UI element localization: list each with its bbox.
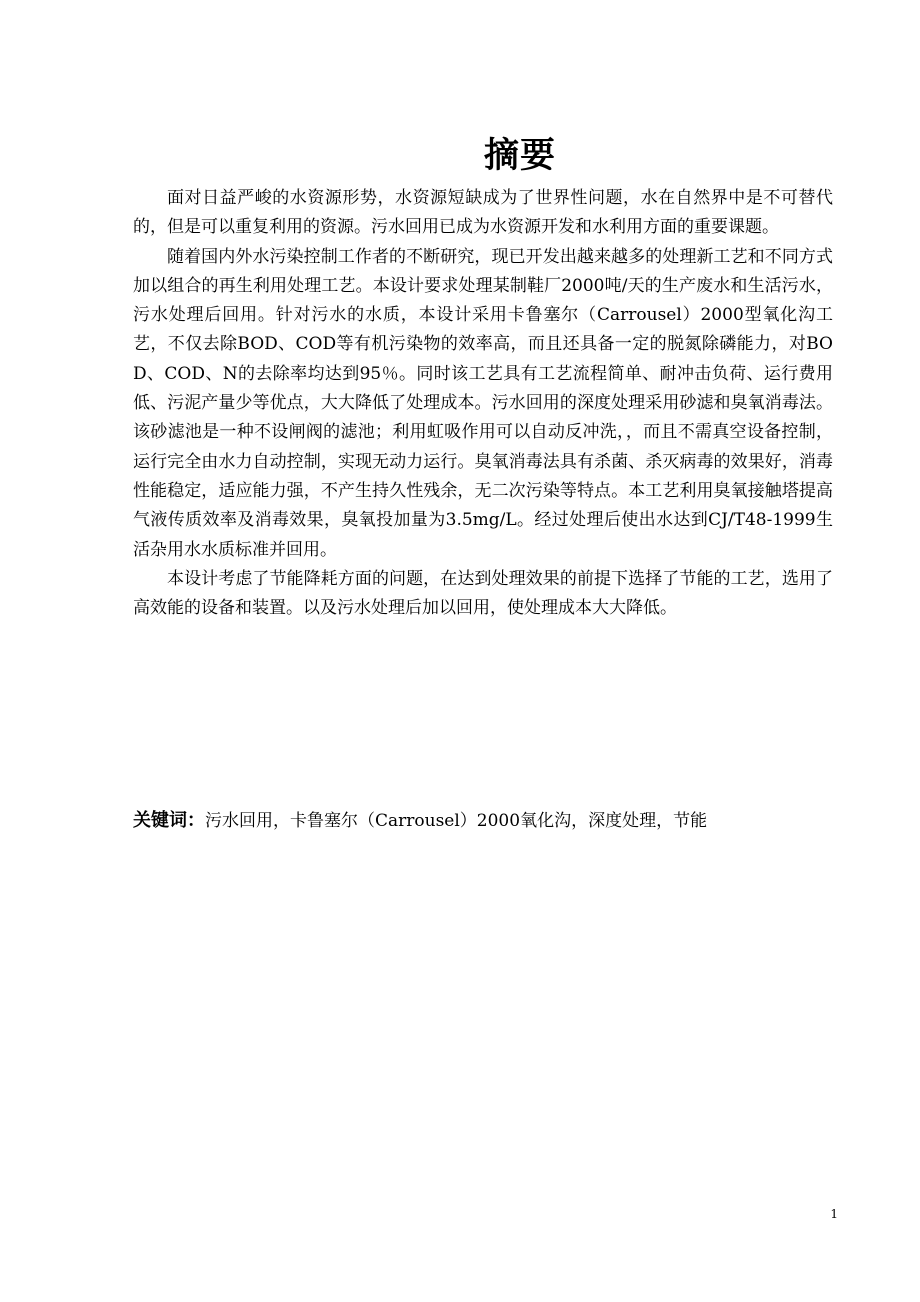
keywords-text: 污水回用，卡鲁塞尔（Carrousel）2000氧化沟，深度处理，节能 xyxy=(205,811,708,831)
page-number: 1 xyxy=(830,1207,838,1221)
abstract-paragraph-1: 面对日益严峻的水资源形势，水资源短缺成为了世界性问题，水在自然界中是不可替代的，但是可以重复利用的资源。污水回用已成为水资源开发和水利用方面的重要课题。 xyxy=(133,188,833,238)
abstract-paragraph-3: 本设计考虑了节能降耗方面的问题，在达到处理效果的前提下选择了节能的工艺，选用了高效能的设备和装置。以及污水处理后加以回用，使处理成本大大降低。 xyxy=(133,568,833,619)
keywords-label: 关键词： xyxy=(133,810,205,831)
page-title: 摘要 xyxy=(483,136,556,176)
abstract-body xyxy=(133,184,833,623)
keywords-line xyxy=(133,806,833,836)
abstract-paragraph-2: 随着国内外水污染控制工作者的不断研究，现已开发出越来越多的处理新工艺和不同方式加以组合的再生利用处理工艺。本设计要求处理某制鞋厂2000吨/天的生产废水和生活污水，污水处理后回用。针对污水的水质，本设计采用卡鲁塞尔（Carrousel）2000型氧化沟工艺，不仅去除BOD、COD等有机污染物的效率高，而且还具备一定的脱氮除磷能力，对BOD、COD、N的去除率均达到95％。同时该工艺具有工艺流程简单、耐冲击负荷、运行费用低、污泥产量少等优点，大大降低了处理成本。污水回用的深度处理采用砂滤和臭氧消毒法。该砂滤池是一种不设闸阀的滤池；利用虹吸作用可以自动反冲洗，，而且不需真空设备控制，运行完全由水力自动控制，实现无动力运行。臭氧消毒法具有杀菌、杀灭病毒的效果好，消毒性能稳定，适应能力强，不产生持久性残余，无二次污染等特点。本工艺利用臭氧接触塔提高气液传质效率及消毒效果，臭氧投加量为3.5mg/L。经过处理后使出水达到CJ/T48-1999生活杂用水水质标准并回用。 xyxy=(133,246,833,560)
